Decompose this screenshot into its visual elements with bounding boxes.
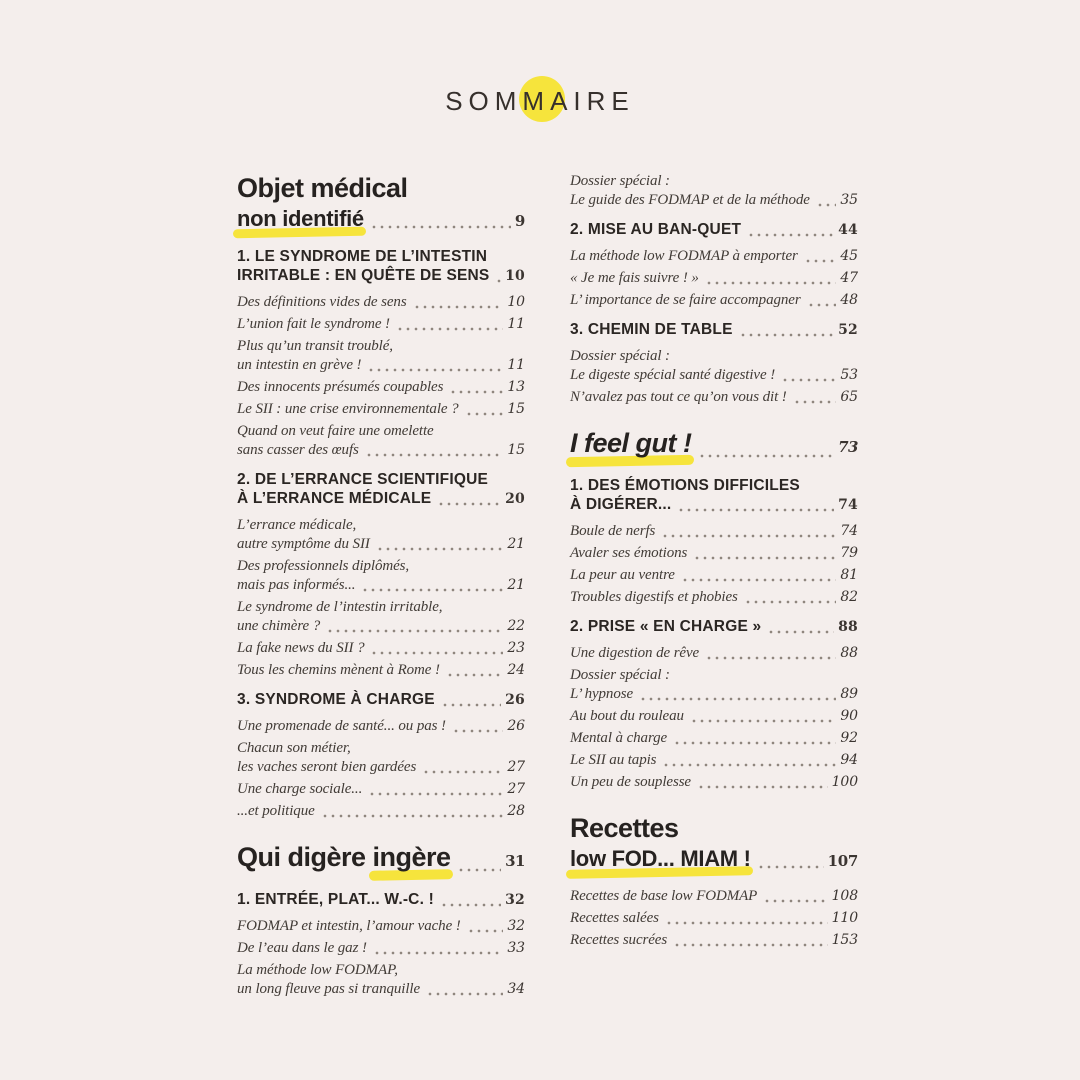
dot-leader <box>321 808 504 818</box>
toc-entry <box>237 422 525 460</box>
entry-text: les vaches seront bien gardées <box>237 759 417 775</box>
dot-leader <box>677 502 834 512</box>
dot-leader <box>804 253 837 263</box>
highlighted-heading-text: low FOD... MIAM ! <box>570 846 751 871</box>
toc-entry <box>237 739 525 777</box>
entry-text: Troubles digestifs et phobies <box>570 589 738 605</box>
toc-line <box>237 780 525 799</box>
entry-text: La peur au ventre <box>570 567 675 583</box>
toc-line <box>570 320 858 340</box>
page-number: 22 <box>507 618 525 634</box>
entry-text: Le syndrome de l’intestin irritable, <box>237 599 443 615</box>
section-heading <box>570 320 858 340</box>
dot-leader <box>705 275 837 285</box>
entry-text: Avaler ses émotions <box>570 545 688 561</box>
toc-line <box>237 470 525 489</box>
page-number: 26 <box>505 692 525 708</box>
page-number: 73 <box>838 438 858 456</box>
heading-text: Recettes <box>570 813 679 843</box>
toc-entry <box>237 661 525 680</box>
page-header <box>0 86 1080 117</box>
toc-column-right <box>570 172 858 953</box>
entry-text: Le digeste spécial santé digestive ! <box>570 367 776 383</box>
page-number: 10 <box>507 294 525 310</box>
toc-line <box>570 729 858 748</box>
entry-text: La fake news du SII ? <box>237 640 365 656</box>
toc-line <box>570 495 858 515</box>
toc-line <box>237 293 525 312</box>
entry-text: Quand on veut faire une omelette <box>237 423 434 439</box>
toc-line <box>237 378 525 397</box>
page-number: 48 <box>840 292 858 308</box>
chapter-heading <box>237 841 525 878</box>
dot-leader <box>441 697 501 707</box>
toc-entry <box>237 315 525 334</box>
page-number: 26 <box>507 718 525 734</box>
toc-line <box>237 356 525 375</box>
toc-entry <box>237 293 525 312</box>
entry-text: Un peu de souplesse <box>570 774 691 790</box>
toc-line <box>570 220 858 240</box>
dot-leader <box>793 394 837 404</box>
entry-text: 2. MISE AU BAN-QUET <box>570 221 742 238</box>
page-number: 107 <box>827 852 858 870</box>
toc-line <box>237 422 525 441</box>
toc-line <box>237 315 525 334</box>
toc-entry <box>570 269 858 288</box>
page-number: 11 <box>507 357 525 373</box>
entry-text: ...et politique <box>237 803 315 819</box>
dot-leader <box>705 650 836 660</box>
toc-line <box>237 516 525 535</box>
toc-line <box>237 961 525 980</box>
entry-text: Recettes sucrées <box>570 932 668 948</box>
toc-entry <box>570 566 858 585</box>
toc-entry <box>570 588 858 607</box>
page-number: 35 <box>840 192 858 208</box>
dot-leader <box>662 757 836 767</box>
toc-entry <box>237 917 525 936</box>
entry-text: À L’ERRANCE MÉDICALE <box>237 490 432 507</box>
dot-leader <box>781 372 836 382</box>
dot-leader <box>367 362 503 372</box>
entry-text: La méthode low FODMAP à emporter <box>570 248 798 264</box>
entry-text: Plus qu’un transit troublé, <box>237 338 393 354</box>
dot-leader <box>467 923 504 933</box>
entry-text: 1. DES ÉMOTIONS DIFFICILES <box>570 477 800 494</box>
page-number: 82 <box>840 589 858 605</box>
entry-text: Dossier spécial : <box>570 173 670 189</box>
toc-line <box>237 980 525 999</box>
page-number: 74 <box>838 497 858 513</box>
toc-entry <box>570 247 858 266</box>
toc-line <box>237 266 525 286</box>
toc-line <box>570 366 858 385</box>
dot-leader <box>326 623 503 633</box>
toc-line <box>570 707 858 726</box>
page-number: 21 <box>507 536 525 552</box>
dot-leader <box>665 915 828 925</box>
entry-text: Une promenade de santé... ou pas ! <box>237 718 446 734</box>
page-number: 89 <box>840 686 858 702</box>
section-heading <box>570 476 858 515</box>
toc-line <box>570 666 858 685</box>
section-heading <box>237 690 525 710</box>
page-number: 88 <box>840 645 858 661</box>
page-number: 23 <box>507 640 525 656</box>
entry-text: Au bout du rouleau <box>570 708 684 724</box>
toc-line <box>237 841 525 878</box>
entry-text: Une digestion de rêve <box>570 645 700 661</box>
toc-line <box>237 717 525 736</box>
entry-text: FODMAP et intestin, l’amour vache ! <box>237 918 461 934</box>
toc-entry <box>570 773 858 792</box>
toc-line <box>570 773 858 792</box>
dot-leader <box>370 219 511 229</box>
toc-line <box>570 347 858 366</box>
page-number: 108 <box>831 888 858 904</box>
dot-leader <box>373 945 504 955</box>
dot-leader <box>368 786 503 796</box>
entry-text: De l’eau dans le gaz ! <box>237 940 367 956</box>
page-number: 34 <box>507 981 525 997</box>
toc-line <box>237 337 525 356</box>
toc-entry <box>570 931 858 950</box>
entry-text: L’union fait le syndrome ! <box>237 316 390 332</box>
entry-text: Dossier spécial : <box>570 667 670 683</box>
toc-line <box>237 598 525 617</box>
heading-text: Objet médical <box>237 173 408 203</box>
dot-leader <box>446 667 503 677</box>
dot-leader <box>440 897 501 907</box>
toc-entry <box>570 707 858 726</box>
page-number: 81 <box>840 567 858 583</box>
entry-text: Le guide des FODMAP et de la méthode <box>570 192 810 208</box>
toc-entry <box>237 780 525 799</box>
dot-leader <box>457 862 502 872</box>
page-number: 47 <box>840 270 858 286</box>
entry-text: une chimère ? <box>237 618 321 634</box>
entry-text: Des définitions vides de sens <box>237 294 407 310</box>
page-number: 21 <box>507 577 525 593</box>
dot-leader <box>422 764 503 774</box>
page-number: 31 <box>505 852 525 870</box>
page-number: 53 <box>840 367 858 383</box>
chapter-heading <box>570 812 858 875</box>
page-number: 88 <box>838 619 858 635</box>
page-number: 153 <box>831 932 858 948</box>
dot-leader <box>763 893 827 903</box>
toc-line <box>237 690 525 710</box>
toc-entry <box>237 557 525 595</box>
toc-line <box>570 931 858 950</box>
toc-line <box>570 476 858 495</box>
entry-text: L’ importance de se faire accompagner <box>570 292 801 308</box>
page-number: 24 <box>507 662 525 678</box>
toc-entry <box>237 961 525 999</box>
entry-text: La méthode low FODMAP, <box>237 962 398 978</box>
entry-text: « Je me fais suivre ! » <box>570 270 699 286</box>
toc-line <box>237 205 525 235</box>
toc-line <box>570 427 858 464</box>
toc-line <box>237 639 525 658</box>
chapter-heading <box>570 427 858 464</box>
dot-leader <box>807 297 837 307</box>
dot-leader <box>413 299 504 309</box>
page-number: 9 <box>514 212 525 230</box>
toc-entry <box>570 291 858 310</box>
toc-entry <box>237 337 525 375</box>
entry-text: un intestin en grève ! <box>237 357 362 373</box>
toc-entry <box>237 378 525 397</box>
page-number: 13 <box>507 379 525 395</box>
dot-leader <box>673 735 836 745</box>
entry-text: Boule de nerfs <box>570 523 656 539</box>
page-number: 11 <box>507 316 525 332</box>
highlighted-heading-text: ingère <box>372 842 451 872</box>
toc-line <box>570 544 858 563</box>
page-number: 20 <box>505 491 525 507</box>
dot-leader <box>661 528 836 538</box>
toc-entry <box>570 909 858 928</box>
highlighted-heading-text: non identifié <box>237 206 364 231</box>
page-number: 100 <box>831 774 858 790</box>
page-number: 79 <box>840 545 858 561</box>
page-number: 33 <box>507 940 525 956</box>
toc-line <box>570 247 858 266</box>
toc-line <box>570 566 858 585</box>
page-number: 45 <box>840 248 858 264</box>
page-number: 27 <box>507 759 525 775</box>
toc-entry <box>237 639 525 658</box>
dot-leader <box>370 645 503 655</box>
dot-leader <box>495 273 501 283</box>
toc-line <box>237 172 525 205</box>
page-number: 32 <box>505 892 525 908</box>
section-heading <box>570 220 858 240</box>
toc-line <box>570 172 858 191</box>
entry-text: IRRITABLE : EN QUÊTE DE SENS <box>237 267 490 284</box>
entry-text: Des professionnels diplômés, <box>237 558 410 574</box>
toc-line <box>237 617 525 636</box>
toc-line <box>237 802 525 821</box>
section-heading <box>237 247 525 286</box>
entry-text: Recettes de base low FODMAP <box>570 888 758 904</box>
dot-leader <box>690 713 836 723</box>
page-number: 94 <box>840 752 858 768</box>
toc-line <box>237 557 525 576</box>
entry-text: un long fleuve pas si tranquille <box>237 981 421 997</box>
section-heading <box>237 890 525 910</box>
toc-entry <box>237 939 525 958</box>
dot-leader <box>426 986 503 996</box>
page-number: 28 <box>507 803 525 819</box>
toc-line <box>570 685 858 704</box>
heading-text: Qui digère <box>237 842 373 872</box>
toc-entry <box>237 598 525 636</box>
entry-text: sans casser des œufs <box>237 442 359 458</box>
dot-leader <box>698 448 835 458</box>
entry-text: 3. SYNDROME À CHARGE <box>237 691 435 708</box>
entry-text: 1. ENTRÉE, PLAT... W.-C. ! <box>237 891 434 908</box>
highlighted-heading-text: I feel gut ! <box>570 428 692 458</box>
entry-text: 2. PRISE « EN CHARGE » <box>570 618 762 635</box>
toc-line <box>570 191 858 210</box>
entry-text: Tous les chemins mènent à Rome ! <box>237 662 440 678</box>
entry-text: Des innocents présumés coupables <box>237 379 444 395</box>
page-number: 15 <box>507 442 525 458</box>
toc-entry <box>237 400 525 419</box>
entry-text: N’avalez pas tout ce qu’on vous dit ! <box>570 389 787 405</box>
chapter-heading <box>237 172 525 235</box>
dot-leader <box>639 691 836 701</box>
toc-line <box>570 812 858 845</box>
dot-leader <box>452 723 503 733</box>
toc-line <box>237 489 525 509</box>
toc-line <box>570 291 858 310</box>
entry-text: Le SII : une crise environnementale ? <box>237 401 459 417</box>
toc-line <box>570 887 858 906</box>
page-number: 110 <box>831 910 858 926</box>
entry-text: L’errance médicale, <box>237 517 357 533</box>
page-number: 44 <box>838 222 858 238</box>
page-number: 10 <box>505 268 525 284</box>
entry-text: Le SII au tapis <box>570 752 657 768</box>
toc-line <box>570 588 858 607</box>
toc-entry <box>570 388 858 407</box>
dot-leader <box>697 779 828 789</box>
toc-line <box>237 758 525 777</box>
dot-leader <box>767 624 834 634</box>
page-number: 92 <box>840 730 858 746</box>
toc-column-left <box>237 172 525 1002</box>
toc-entry <box>570 887 858 906</box>
toc-entry <box>237 717 525 736</box>
toc-entry <box>237 516 525 554</box>
page-number: 27 <box>507 781 525 797</box>
section-heading <box>237 470 525 509</box>
entry-text: Mental à charge <box>570 730 668 746</box>
dot-leader <box>396 321 503 331</box>
entry-text: 3. CHEMIN DE TABLE <box>570 321 733 338</box>
toc-line <box>237 247 525 266</box>
toc-line <box>570 909 858 928</box>
toc-line <box>570 644 858 663</box>
toc-line <box>570 617 858 637</box>
dot-leader <box>816 197 837 207</box>
page-number: 15 <box>507 401 525 417</box>
toc-entry <box>570 347 858 385</box>
toc-line <box>237 441 525 460</box>
dot-leader <box>465 406 504 416</box>
toc-line <box>237 576 525 595</box>
toc-line <box>237 661 525 680</box>
entry-text: À DIGÉRER... <box>570 496 672 513</box>
dot-leader <box>739 327 834 337</box>
section-heading <box>570 617 858 637</box>
page-number: 90 <box>840 708 858 724</box>
toc-entry <box>237 802 525 821</box>
dot-leader <box>673 937 827 947</box>
entry-text: L’ hypnose <box>570 686 634 702</box>
toc-entry <box>570 544 858 563</box>
dot-leader <box>449 384 503 394</box>
dot-leader <box>365 447 504 457</box>
dot-leader <box>747 227 834 237</box>
entry-text: Chacun son métier, <box>237 740 351 756</box>
toc-line <box>237 917 525 936</box>
toc-entry <box>570 729 858 748</box>
toc-line <box>570 522 858 541</box>
dot-leader <box>681 572 837 582</box>
entry-text: Dossier spécial : <box>570 348 670 364</box>
toc-line <box>237 400 525 419</box>
entry-text: 1. LE SYNDROME DE L’INTESTIN <box>237 248 488 265</box>
page-number: 74 <box>840 523 858 539</box>
toc-entry <box>570 751 858 770</box>
dot-leader <box>361 582 503 592</box>
page-number: 52 <box>838 322 858 338</box>
toc-entry <box>570 522 858 541</box>
toc-entry <box>570 666 858 704</box>
entry-text: autre symptôme du SII <box>237 536 370 552</box>
page-number: 65 <box>840 389 858 405</box>
dot-leader <box>693 550 836 560</box>
entry-text: 2. DE L’ERRANCE SCIENTIFIQUE <box>237 471 489 488</box>
entry-text: Une charge sociale... <box>237 781 363 797</box>
toc-line <box>570 845 858 875</box>
toc-line <box>570 388 858 407</box>
page-title-text: SOMMAIRE <box>445 86 635 116</box>
toc-line <box>237 890 525 910</box>
dot-leader <box>376 541 504 551</box>
toc-line <box>237 939 525 958</box>
dot-leader <box>757 859 824 869</box>
toc-line <box>237 535 525 554</box>
entry-text: mais pas informés... <box>237 577 356 593</box>
toc-entry <box>570 644 858 663</box>
entry-text: Recettes salées <box>570 910 659 926</box>
dot-leader <box>744 594 837 604</box>
toc-line <box>570 269 858 288</box>
page-number: 32 <box>507 918 525 934</box>
toc-line <box>237 739 525 758</box>
toc-line <box>570 751 858 770</box>
page-title <box>445 86 635 117</box>
toc-entry <box>570 172 858 210</box>
dot-leader <box>437 496 501 506</box>
